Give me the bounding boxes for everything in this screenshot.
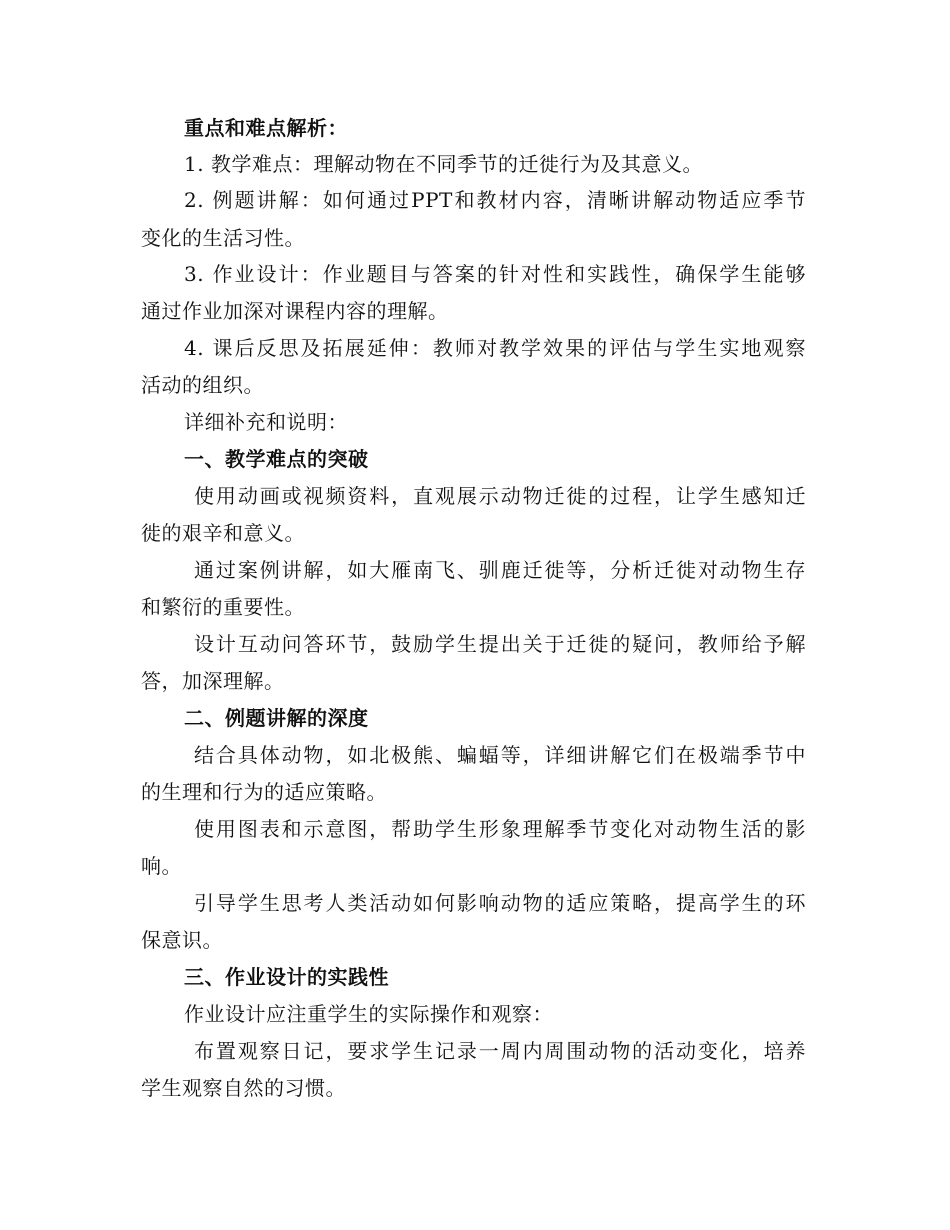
list-item-4-cont: 活动的组织。: [141, 373, 264, 397]
section-2-para-1: 结合具体动物，如北极熊、蝙蝠等，详细讲解它们在极端季节中: [194, 743, 806, 767]
list-item-1: 1. 教学难点：理解动物在不同季节的迁徙行为及其意义。: [184, 152, 703, 176]
section-1-para-1-cont: 徙的艰辛和意义。: [141, 521, 305, 545]
section-1-title: 一、教学难点的突破: [184, 447, 369, 471]
section-1-para-1: 使用动画或视频资料，直观展示动物迁徙的过程，让学生感知迁: [194, 484, 806, 508]
list-item-4: 4. 课后反思及拓展延伸：教师对教学效果的评估与学生实地观察: [184, 336, 806, 360]
section-2-para-3-cont: 保意识。: [141, 928, 223, 952]
section-3-para-1: 布置观察日记，要求学生记录一周内周围动物的活动变化，培养: [194, 1039, 806, 1063]
section-1-para-3: 设计互动问答环节，鼓励学生提出关于迁徙的疑问，教师给予解: [194, 632, 806, 656]
section-3-title: 三、作业设计的实践性: [184, 965, 389, 989]
section-2-title: 二、例题讲解的深度: [184, 706, 369, 730]
section-1-para-2: 通过案例讲解，如大雁南飞、驯鹿迁徙等，分析迁徙对动物生存: [194, 558, 806, 582]
list-item-3: 3. 作业设计：作业题目与答案的针对性和实践性，确保学生能够: [184, 262, 806, 286]
section-3-para-1-cont: 学生观察自然的习惯。: [141, 1076, 346, 1100]
section-2-para-2: 使用图表和示意图，帮助学生形象理解季节变化对动物生活的影: [194, 817, 806, 841]
list-item-2-cont: 变化的生活习性。: [141, 226, 305, 250]
list-item-2: 2. 例题讲解：如何通过PPT和教材内容，清晰讲解动物适应季节: [184, 188, 806, 212]
section-1-para-2-cont: 和繁衍的重要性。: [141, 595, 305, 619]
section-2-para-2-cont: 响。: [141, 854, 182, 878]
section-3-intro: 作业设计应注重学生的实际操作和观察：: [184, 1002, 553, 1026]
section-2-para-1-cont: 的生理和行为的适应策略。: [141, 780, 387, 804]
section-1-para-3-cont: 答，加深理解。: [141, 669, 285, 693]
supplement-intro: 详细补充和说明：: [184, 410, 348, 434]
heading-key-points: 重点和难点解析：: [184, 116, 348, 140]
section-2-para-3: 引导学生思考人类活动如何影响动物的适应策略，提高学生的环: [194, 891, 806, 915]
list-item-3-cont: 通过作业加深对课程内容的理解。: [141, 299, 449, 323]
